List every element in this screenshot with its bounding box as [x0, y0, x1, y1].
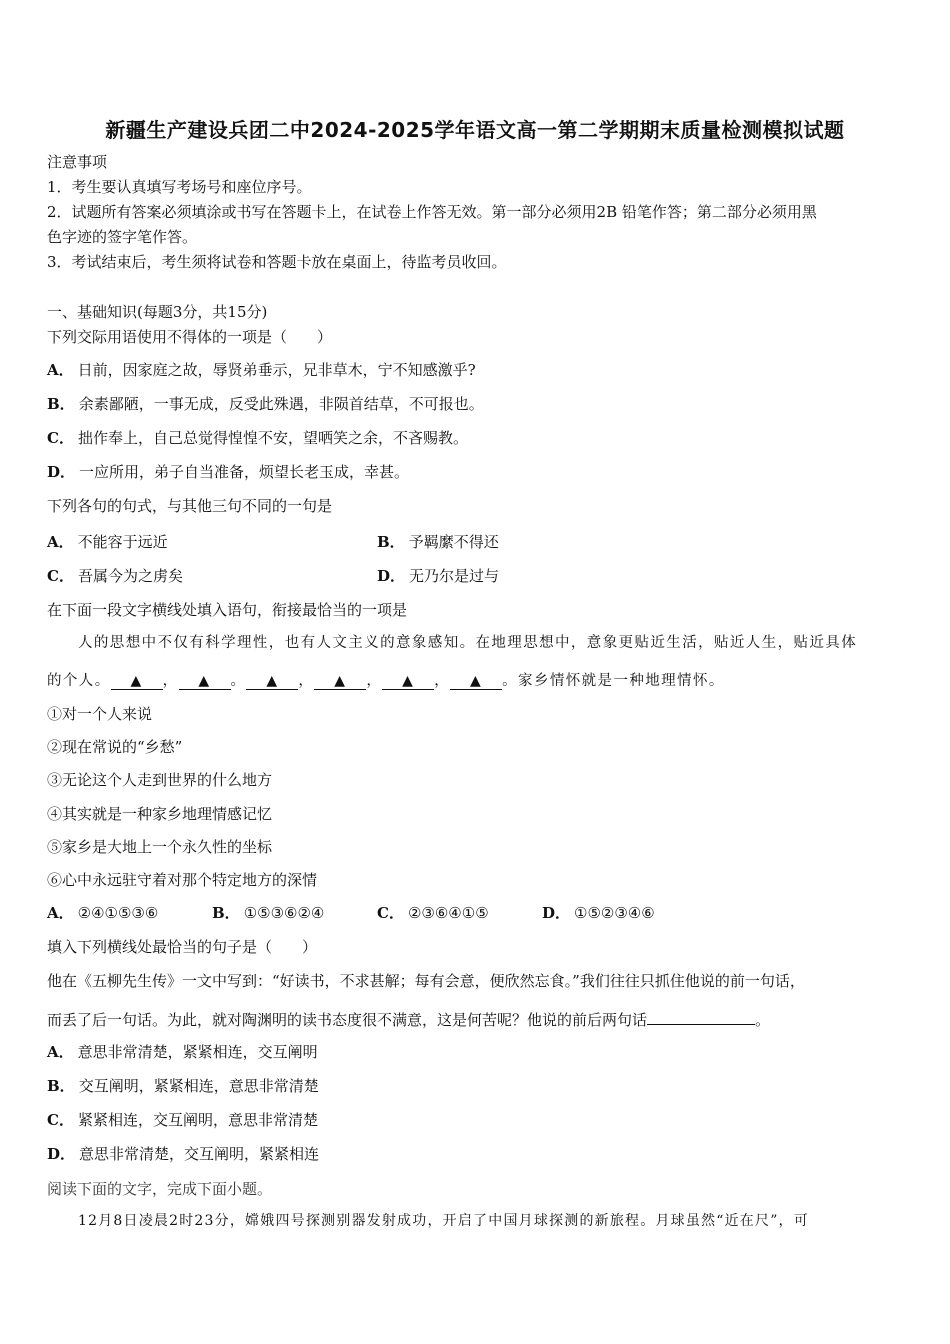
- option-d[interactable]: [377, 566, 499, 586]
- option-label: D．: [47, 1145, 76, 1163]
- punct: ，: [162, 673, 179, 689]
- question-stem: 填入下列横线处最恰当的句子是（ ）: [47, 938, 318, 956]
- notice-item: 1．考生要认真填写考场号和座位序号。: [47, 178, 312, 196]
- option-a[interactable]: [47, 532, 168, 552]
- option-label: B．: [47, 1077, 75, 1095]
- option-text: 拙作奉上，自己总觉得惶惶不安，望哂笑之余，不吝赐教。: [77, 429, 468, 447]
- option-b[interactable]: [377, 532, 499, 552]
- punct: 。: [230, 673, 247, 689]
- notice-item: 2．试题所有答案必须填涂或书写在答题卡上，在试卷上作答无效。第一部分必须用2B 铅笔作答；第二部分必须用黑: [47, 203, 817, 221]
- option-text: 不能容于远近: [77, 533, 168, 551]
- option-label: B．: [212, 904, 240, 922]
- option-text: 意思非常清楚，紧紧相连，交互阐明: [77, 1043, 318, 1061]
- punct: ，: [366, 673, 383, 689]
- option-a[interactable]: [47, 360, 476, 380]
- sentence-item: ②现在常说的“乡愁”: [47, 738, 183, 756]
- passage-text: 的个人。: [47, 673, 111, 689]
- option-c[interactable]: [47, 566, 183, 586]
- section-heading: 一、基础知识(每题3分，共15分): [47, 303, 268, 321]
- option-text: 吾属今为之虏矣: [77, 567, 183, 585]
- question-text-part: 而丢了后一句话。为此，就对陶渊明的读书态度很不满意，这是何苦呢？他说的前后两句话: [47, 1011, 648, 1029]
- sentence-item: ⑥心中永远驻守着对那个特定地方的深情: [47, 871, 318, 889]
- notice-item: 色字迹的签字笔作答。: [47, 228, 198, 246]
- reading-paragraph: 12月8日凌晨2时23分，嫦娥四号探测别器发射成功，开启了中国月球探测的新旅程。月球虽然“近在尺”，可: [78, 1213, 809, 1229]
- option-d[interactable]: [47, 1144, 319, 1164]
- question-stem: 下列交际用语使用不得体的一项是（ ）: [47, 328, 333, 346]
- option-b[interactable]: [212, 903, 324, 923]
- option-label: C．: [47, 567, 74, 585]
- option-label: B．: [377, 533, 405, 551]
- option-c[interactable]: [47, 1110, 318, 1130]
- fill-blank[interactable]: ▲: [382, 673, 434, 690]
- question-stem: 在下面一段文字横线处填入语句，衔接最恰当的一项是: [47, 601, 408, 619]
- option-text: ①⑤③⑥②④: [243, 904, 325, 922]
- option-text: 日前，因家庭之故，辱贤弟垂示，兄非草木，宁不知感激乎?: [77, 361, 476, 379]
- option-label: D．: [377, 567, 406, 585]
- sentence-item: ④其实就是一种家乡地理情感记忆: [47, 805, 273, 823]
- option-label: D．: [542, 904, 571, 922]
- option-text: 意思非常清楚，交互阐明，紧紧相连: [79, 1145, 320, 1163]
- option-label: B．: [47, 395, 75, 413]
- option-c[interactable]: [377, 903, 489, 923]
- punct: ，: [434, 673, 451, 689]
- option-text: ①⑤②③④⑥: [574, 904, 655, 922]
- option-text: 余素鄙陋，一事无成，反受此殊遇，非陨首结草，不可报也。: [78, 395, 484, 413]
- notice-item: 3．考试结束后，考生须将试卷和答题卡放在桌面上，待监考员收回。: [47, 253, 507, 271]
- passage-line-blanks: [47, 671, 725, 691]
- option-label: C．: [47, 1111, 74, 1129]
- option-label: C．: [377, 904, 404, 922]
- option-text: 一应所用，弟子自当准备，烦望长老玉成，幸甚。: [79, 463, 410, 481]
- fill-blank[interactable]: ▲: [246, 673, 298, 690]
- question-text: 他在《五柳先生传》一文中写到：“好读书，不求甚解；每有会意，便欣然忘食。”我们往往只抓住他说的前一句话，: [47, 972, 805, 990]
- option-text: 紧紧相连，交互阐明，意思非常清楚: [77, 1111, 318, 1129]
- option-text: 予羁縻不得还: [408, 533, 499, 551]
- passage-line: 人的思想中不仅有科学理性，也有人文主义的意象感知。在地理思想中，意象更贴近生活，贴近人生，贴近具体: [78, 635, 858, 651]
- sentence-item: ①对一个人来说: [47, 705, 153, 723]
- option-a[interactable]: [47, 1042, 318, 1062]
- option-label: A．: [47, 361, 74, 379]
- punct: ，: [298, 673, 315, 689]
- option-label: A．: [47, 533, 74, 551]
- option-b[interactable]: [47, 394, 484, 414]
- sentence-item: ⑤家乡是大地上一个永久性的坐标: [47, 838, 273, 856]
- punct: 。: [755, 1011, 771, 1029]
- question-stem: 下列各句的句式，与其他三句不同的一句是: [47, 497, 333, 515]
- option-text: ②③⑥④①⑤: [407, 904, 489, 922]
- notice-heading: 注意事项: [47, 153, 108, 171]
- option-d[interactable]: [542, 903, 655, 923]
- passage-text: 。家乡情怀就是一种地理情怀。: [502, 673, 725, 689]
- option-text: ②④①⑤③⑥: [77, 904, 159, 922]
- option-text: 无乃尔是过与: [409, 567, 500, 585]
- fill-blank[interactable]: ▲: [314, 673, 366, 690]
- fill-blank[interactable]: ▲: [450, 673, 502, 690]
- option-b[interactable]: [47, 1076, 319, 1096]
- reading-intro: 阅读下面的文字，完成下面小题。: [47, 1180, 273, 1198]
- sentence-item: ③无论这个人走到世界的什么地方: [47, 771, 273, 789]
- fill-blank[interactable]: ▲: [111, 673, 163, 690]
- option-label: C．: [47, 429, 74, 447]
- option-d[interactable]: [47, 462, 409, 482]
- option-text: 交互阐明，紧紧相连，意思非常清楚: [78, 1077, 319, 1095]
- option-label: D．: [47, 463, 76, 481]
- question-text: [47, 1008, 770, 1030]
- option-c[interactable]: [47, 428, 468, 448]
- option-label: A．: [47, 1043, 74, 1061]
- fill-blank[interactable]: ▲: [179, 673, 231, 690]
- option-label: A．: [47, 904, 74, 922]
- answer-blank[interactable]: [647, 1008, 755, 1025]
- page-title: 新疆生产建设兵团二中2024-2025学年语文高一第二学期期末质量检测模拟试题: [105, 118, 845, 142]
- option-a[interactable]: [47, 903, 158, 923]
